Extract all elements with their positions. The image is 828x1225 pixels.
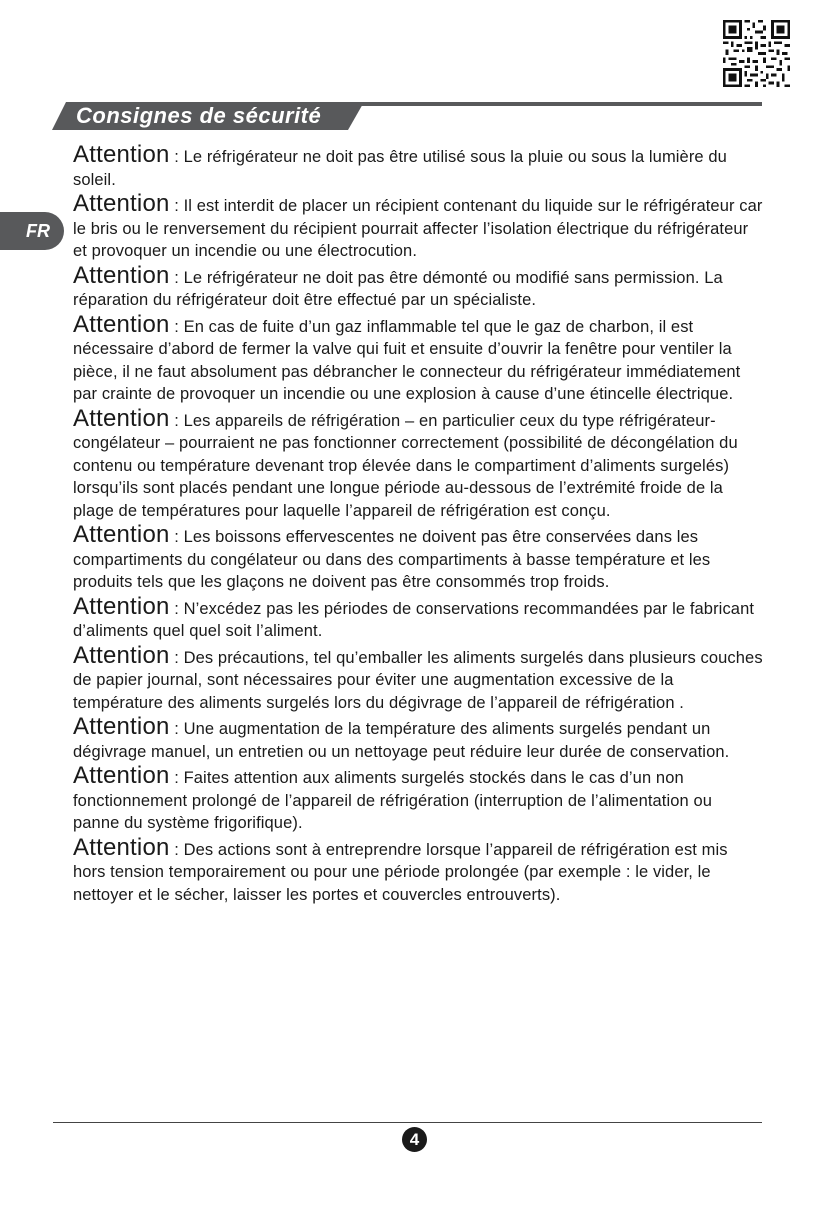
attention-label: Attention [73,521,170,548]
safety-paragraph [73,141,763,191]
attention-label: Attention [73,641,170,669]
safety-paragraph [73,592,763,643]
paragraph-text: : Le réfrigérateur ne doit pas être démonté ou modifié sans permission. La réparation du réfrigérateur doit être effectué par un spécialiste. [73,268,723,309]
safety-paragraph [73,833,763,907]
paragraph-text: : Il est interdit de placer un récipient contenant du liquide sur le réfrigérateur car le bris ou le renversement du récipient pourrait affecter l’isolation électrique du réfrigérateur et provoquer un incendie ou une électrocution. [73,197,763,260]
attention-label: Attention [73,261,170,289]
page-number: 4 [402,1127,427,1152]
safety-instructions [73,141,763,908]
safety-paragraph [73,762,763,835]
attention-label: Attention [73,592,170,620]
attention-label: Attention [73,833,170,861]
attention-label: Attention [73,713,170,740]
section-title: Consignes de sécurité [76,103,322,128]
safety-paragraph [73,713,763,763]
safety-paragraph [73,404,763,523]
safety-paragraph [73,521,763,594]
attention-label: Attention [73,190,170,217]
safety-paragraph [73,190,763,263]
safety-paragraph [73,310,763,406]
language-label: FR [26,221,50,241]
paragraph-text: : Les appareils de réfrigération – en particulier ceux du type réfrigérateur-congélateur – pourraient ne pas fonctionner correctement (possibilité de décongélation du contenu ou température devenant trop élevée dans le compartiment d’aliments surgelés) lorsqu’ils sont placés pendant une longue période au-dessous de l’extrémité froide de la plage de températures pour laquelle l’appareil de réfrigération est conçu. [73,411,738,520]
safety-paragraph [73,261,763,312]
footer-divider [53,1122,762,1123]
paragraph-text: : Les boissons effervescentes ne doivent pas être conservées dans les compartiments du congélateur ou dans des compartiments à basse température et les produits tels que les glaçons ne doivent pas être consommés trop froids. [73,528,711,591]
attention-label: Attention [73,141,170,168]
attention-label: Attention [73,404,170,432]
language-tab [0,212,64,250]
paragraph-text: : N’excédez pas les périodes de conservations recommandées par le fabricant d’aliments quel quel soit l’aliment. [73,599,755,640]
paragraph-text: : Des actions sont à entreprendre lorsque l’appareil de réfrigération est mis hors tension temporairement ou pour une période prolongée (par exemple : le vider, le nettoyer et le sécher, laisser les portes et couvercles entrouverts). [73,840,728,904]
paragraph-text: : Le réfrigérateur ne doit pas être utilisé sous la pluie ou sous la lumière du soleil. [73,148,727,189]
attention-label: Attention [73,310,170,338]
attention-label: Attention [73,762,170,789]
paragraph-text: : En cas de fuite d’un gaz inflammable tel que le gaz de charbon, il est nécessaire d’abord de fermer la valve qui fuit et ensuite d’ouvrir la fenêtre pour ventiler la pièce, il ne faut absolument pas débrancher le connecteur du réfrigérateur immédiatement par crainte de provoquer un incendie ou une explosion à cause d’une étincelle électrique. [73,317,741,403]
paragraph-text: : Faites attention aux aliments surgelés stockés dans le cas d’un non fonctionnement prolongé de l’appareil de réfrigération (interruption de l’alimentation ou panne du système frigorifique). [73,769,713,832]
paragraph-text: : Des précautions, tel qu’emballer les aliments surgelés dans plusieurs couches de papier journal, sont nécessaires pour éviter une augmentation excessive de la température des aliments surgelés lors du dégivrage de l’appareil de réfrigération . [73,648,763,712]
safety-paragraph [73,641,763,715]
paragraph-text: : Une augmentation de la température des aliments surgelés pendant un dégivrage manuel, un entretien ou un nettoyage peut réduire leur durée de conservation. [73,720,730,761]
qr-code [723,20,790,87]
